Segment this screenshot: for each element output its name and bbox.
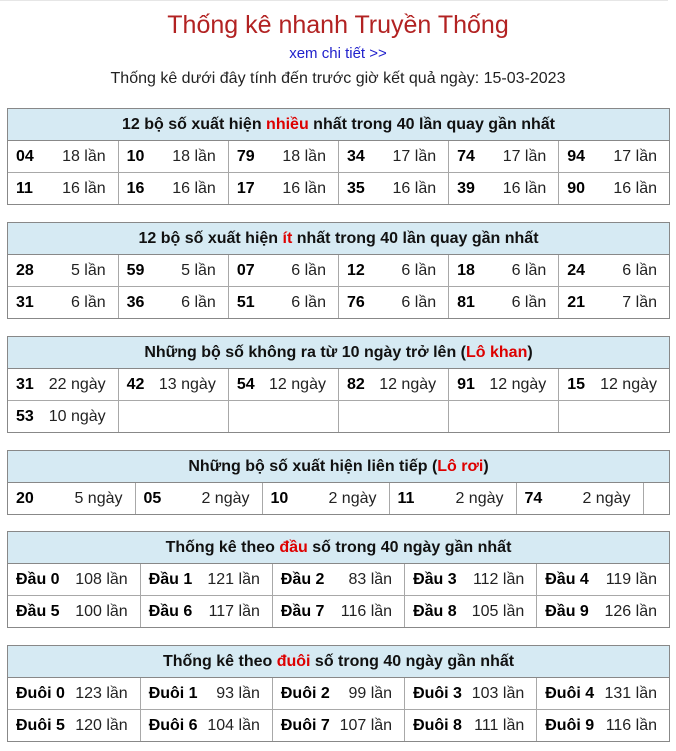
stat-cell	[389, 483, 516, 514]
stat-count: 18 lần	[62, 147, 106, 165]
stat-cell	[262, 483, 389, 514]
stat-number: 17	[236, 179, 255, 197]
stat-cell	[338, 369, 448, 401]
stat-cell	[228, 173, 338, 205]
stat-count: 22 ngày	[48, 375, 106, 393]
stat-number: 74	[524, 489, 543, 507]
stat-count: 105 lần	[471, 602, 525, 620]
stat-cell	[8, 369, 118, 401]
stat-count: 12 ngày	[379, 375, 437, 393]
stat-number: Đầu 8	[413, 602, 457, 620]
stat-number: 36	[126, 293, 145, 311]
stat-number: 34	[346, 147, 365, 165]
page-title: Thống kê nhanh Truyền Thống	[167, 11, 509, 39]
page-header	[0, 8, 676, 91]
stat-count: 6 lần	[511, 293, 547, 311]
stat-count: 104 lần	[207, 716, 260, 734]
stat-count: 12 ngày	[269, 375, 326, 393]
stat-cell	[228, 287, 338, 319]
stat-number: Đầu 0	[16, 570, 60, 588]
stat-number: 31	[16, 375, 34, 393]
stat-number: Đầu 9	[545, 602, 589, 620]
stat-number: Đuôi 2	[280, 684, 330, 702]
stat-count: 107 lần	[339, 716, 393, 734]
stat-number: Đầu 6	[148, 602, 193, 620]
stat-number: Đuôi 7	[280, 716, 330, 734]
most-frequent-table	[8, 141, 669, 204]
stat-number: 79	[236, 147, 255, 165]
stat-number: Đầu 3	[413, 570, 457, 588]
stat-count: 16 lần	[502, 179, 547, 197]
stat-number: 10	[270, 489, 289, 507]
stat-number: 51	[236, 293, 255, 311]
stat-count: 126 lần	[604, 602, 657, 620]
stat-cell	[8, 255, 118, 287]
stat-cell	[118, 255, 228, 287]
stat-number: 20	[16, 489, 34, 507]
stat-number: 54	[236, 375, 255, 393]
stat-cell	[537, 678, 669, 710]
lo-roi-table	[8, 483, 669, 514]
stat-cell	[228, 369, 338, 401]
empty-cell	[643, 483, 669, 514]
stat-cell	[405, 710, 537, 742]
stat-count: 2 ngày	[328, 489, 377, 507]
stat-number: 16	[126, 179, 145, 197]
least-frequent-section	[7, 222, 670, 319]
stat-cell	[272, 596, 404, 628]
stat-count: 2 ngày	[201, 489, 250, 507]
stat-count: 2 ngày	[455, 489, 504, 507]
stat-count: 99 lần	[348, 684, 393, 702]
stat-cell	[338, 173, 448, 205]
stat-count: 6 lần	[401, 261, 437, 279]
stat-cell	[8, 141, 118, 173]
stat-number: 11	[397, 489, 415, 507]
stat-cell	[559, 255, 669, 287]
empty-cell	[118, 401, 228, 433]
stat-count: 108 lần	[75, 570, 128, 588]
lo-roi-section	[7, 450, 670, 515]
stat-count: 116 lần	[340, 602, 393, 620]
stat-number: Đuôi 6	[148, 716, 198, 734]
stat-count: 117 lần	[208, 602, 260, 620]
lo-khan-table	[8, 369, 669, 432]
stat-cell	[8, 483, 135, 514]
stat-count: 6 lần	[401, 293, 437, 311]
stat-cell	[559, 369, 669, 401]
stat-count: 5 ngày	[74, 489, 123, 507]
stat-count: 16 lần	[613, 179, 657, 197]
stat-count: 6 lần	[291, 261, 326, 279]
most-frequent-section	[7, 108, 670, 205]
stat-cell	[118, 369, 228, 401]
stat-count: 6 lần	[622, 261, 657, 279]
stat-cell	[118, 141, 228, 173]
stat-count: 10 ngày	[48, 407, 106, 425]
stat-count: 112 lần	[472, 570, 525, 588]
stat-cell	[8, 287, 118, 319]
stat-count: 123 lần	[75, 684, 128, 702]
stat-cell	[405, 564, 537, 596]
section-title: Thống kê theo đuôi số trong 40 ngày gần nhất	[8, 646, 669, 678]
stat-cell	[559, 141, 669, 173]
stat-number: Đầu 1	[148, 570, 193, 588]
stat-number: 94	[567, 147, 586, 165]
stat-count: 16 lần	[62, 179, 106, 197]
stat-count: 12 ngày	[489, 375, 547, 393]
stat-number: 21	[567, 293, 586, 311]
stat-number: 12	[346, 261, 365, 279]
section-title: Những bộ số xuất hiện liên tiếp (Lô rơi)	[8, 451, 669, 483]
stat-number: Đuôi 1	[148, 684, 198, 702]
stat-cell	[140, 678, 272, 710]
stat-number: 90	[567, 179, 586, 197]
section-title: Những bộ số không ra từ 10 ngày trở lên (Lô khan)	[8, 337, 669, 369]
stat-number: Đầu 7	[280, 602, 325, 620]
stat-count: 7 lần	[622, 293, 657, 311]
stat-cell	[8, 401, 118, 433]
stat-cell	[449, 141, 559, 173]
stat-number: Đuôi 8	[413, 716, 462, 734]
empty-cell	[228, 401, 338, 433]
stat-count: 17 lần	[392, 147, 437, 165]
stat-cell	[449, 255, 559, 287]
stat-count: 116 lần	[605, 716, 657, 734]
stat-cell	[559, 173, 669, 205]
stat-number: Đuôi 3	[413, 684, 462, 702]
stat-cell	[449, 287, 559, 319]
stat-number: 91	[457, 375, 475, 393]
stat-number: Đuôi 0	[16, 684, 65, 702]
stat-number: 53	[16, 407, 34, 425]
stat-cell	[272, 710, 404, 742]
stat-number: 39	[457, 179, 475, 197]
stat-count: 6 lần	[291, 293, 326, 311]
stat-count: 12 ngày	[600, 375, 657, 393]
stat-count: 131 lần	[604, 684, 657, 702]
stat-count: 13 ngày	[158, 375, 216, 393]
stat-cell	[140, 596, 272, 628]
empty-cell	[449, 401, 559, 433]
stat-cell	[8, 596, 140, 628]
stat-cell	[449, 173, 559, 205]
least-frequent-table	[8, 255, 669, 318]
stat-cell	[272, 678, 404, 710]
stat-count: 83 lần	[348, 570, 393, 588]
stat-cell	[118, 287, 228, 319]
section-title: Thống kê theo đầu số trong 40 ngày gần nhất	[8, 532, 669, 564]
stat-cell	[449, 369, 559, 401]
stat-cell	[228, 141, 338, 173]
stat-cell	[537, 564, 669, 596]
stat-number: 42	[126, 375, 145, 393]
stat-cell	[8, 678, 140, 710]
stat-number: Đuôi 5	[16, 716, 65, 734]
stat-cell	[140, 564, 272, 596]
stat-number: Đầu 5	[16, 602, 60, 620]
duoi-section	[7, 645, 670, 742]
stat-cell	[8, 564, 140, 596]
stat-count: 16 lần	[282, 179, 326, 197]
stat-count: 111 lần	[474, 716, 525, 734]
stat-cell	[338, 141, 448, 173]
stat-number: 59	[126, 261, 145, 279]
stat-number: 11	[16, 179, 33, 197]
stat-number: 05	[143, 489, 162, 507]
stat-number: 76	[346, 293, 365, 311]
stat-cell	[405, 596, 537, 628]
stat-number: 04	[16, 147, 34, 165]
stat-count: 6 lần	[511, 261, 547, 279]
stat-number: Đuôi 9	[545, 716, 595, 734]
stat-cell	[338, 255, 448, 287]
stat-count: 17 lần	[613, 147, 657, 165]
stat-count: 6 lần	[70, 293, 106, 311]
stat-count: 16 lần	[392, 179, 437, 197]
section-title: 12 bộ số xuất hiện ít nhất trong 40 lần quay gần nhất	[8, 223, 669, 255]
stat-count: 120 lần	[75, 716, 128, 734]
stat-count: 119 lần	[605, 570, 657, 588]
stat-cell	[559, 287, 669, 319]
stat-number: 81	[457, 293, 475, 311]
stat-cell	[272, 564, 404, 596]
stat-cell	[8, 173, 118, 205]
stat-cell	[537, 710, 669, 742]
stat-count: 5 lần	[181, 261, 216, 279]
section-title: 12 bộ số xuất hiện nhiều nhất trong 40 lần quay gần nhất	[8, 109, 669, 141]
stat-number: 28	[16, 261, 34, 279]
dau-section	[7, 531, 670, 628]
lo-khan-section	[7, 336, 670, 433]
stat-cell	[118, 173, 228, 205]
stat-number: 15	[567, 375, 586, 393]
stat-number: 82	[346, 375, 365, 393]
stat-number: 31	[16, 293, 34, 311]
stat-number: 35	[346, 179, 365, 197]
stat-number: 18	[457, 261, 475, 279]
stat-number: Đầu 2	[280, 570, 325, 588]
stat-cell	[338, 287, 448, 319]
stat-count: 6 lần	[181, 293, 216, 311]
stat-cell	[8, 710, 140, 742]
stat-count: 5 lần	[70, 261, 106, 279]
stat-number: Đầu 4	[545, 570, 589, 588]
stat-cell	[135, 483, 262, 514]
stat-number: Đuôi 4	[545, 684, 595, 702]
stat-number: 07	[236, 261, 255, 279]
stat-count: 93 lần	[216, 684, 260, 702]
stat-cell	[537, 596, 669, 628]
stat-number: 74	[457, 147, 475, 165]
stat-cell	[140, 710, 272, 742]
empty-cell	[338, 401, 448, 433]
empty-cell	[559, 401, 669, 433]
top-divider	[0, 0, 668, 5]
stat-count: 18 lần	[282, 147, 326, 165]
stat-count: 16 lần	[172, 179, 216, 197]
stat-cell	[228, 255, 338, 287]
duoi-table	[8, 678, 669, 741]
stat-cell	[405, 678, 537, 710]
stat-number: 10	[126, 147, 145, 165]
stat-count: 103 lần	[471, 684, 525, 702]
dau-table	[8, 564, 669, 627]
stat-cell	[516, 483, 643, 514]
detail-link[interactable]: xem chi tiết >>	[289, 45, 387, 62]
stat-count: 17 lần	[502, 147, 547, 165]
stat-count: 2 ngày	[582, 489, 631, 507]
stat-count: 18 lần	[172, 147, 216, 165]
stat-number: 24	[567, 261, 586, 279]
page-subtitle: Thống kê dưới đây tính đến trước giờ kết quả ngày: 15-03-2023	[110, 70, 566, 87]
stat-count: 100 lần	[75, 602, 128, 620]
stat-count: 121 lần	[207, 570, 260, 588]
